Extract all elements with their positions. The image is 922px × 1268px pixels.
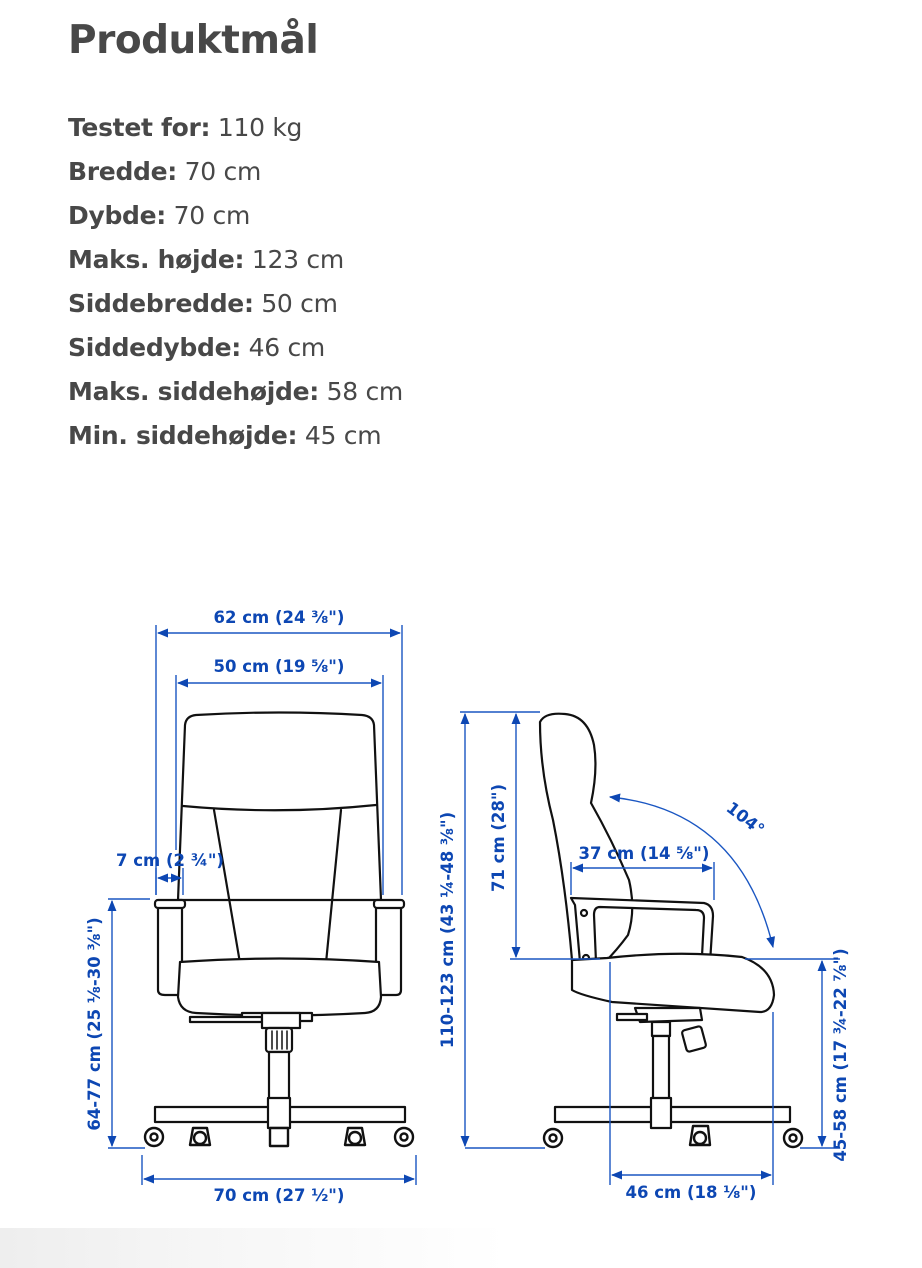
spec-item	[68, 284, 403, 328]
spec-item	[68, 240, 403, 284]
spec-item	[68, 152, 403, 196]
bottom-fade	[0, 1228, 922, 1268]
dim-seat-height: 45-58 cm (17 ¾-22 ⅞")	[831, 948, 850, 1162]
dim-armrest-width: 7 cm (2 ¾")	[116, 851, 224, 870]
dimension-diagram	[0, 580, 922, 1220]
dim-base-width: 70 cm (27 ½")	[213, 1186, 345, 1205]
dim-seat-depth: 46 cm (18 ⅛")	[625, 1183, 757, 1202]
spec-item	[68, 372, 403, 416]
spec-value: 45 cm	[304, 421, 382, 450]
spec-item	[68, 416, 403, 460]
spec-label: Siddebredde:	[68, 289, 254, 318]
dim-total-height: 110-123 cm (43 ¼-48 ⅜")	[438, 811, 457, 1049]
dim-armrest-outer-width: 62 cm (24 ⅜")	[213, 608, 345, 627]
spec-list	[68, 108, 403, 460]
dim-recline-angle: 104°	[722, 798, 769, 840]
spec-value: 70 cm	[173, 201, 251, 230]
spec-label: Testet for:	[68, 113, 211, 142]
dim-armrest-height: 64-77 cm (25 ⅛-30 ⅜")	[85, 917, 104, 1131]
spec-item	[68, 196, 403, 240]
spec-value: 50 cm	[261, 289, 338, 318]
spec-label: Dybde:	[68, 201, 166, 230]
spec-value: 46 cm	[248, 333, 325, 362]
spec-label: Maks. siddehøjde:	[68, 377, 319, 406]
chair-side-view-icon	[540, 714, 802, 1147]
dim-armrest-depth: 37 cm (14 ⅝")	[578, 844, 710, 863]
spec-item	[68, 108, 403, 152]
chair-front-view-icon	[145, 713, 413, 1147]
spec-value: 70 cm	[184, 157, 261, 186]
spec-label: Siddedybde:	[68, 333, 241, 362]
spec-label: Maks. højde:	[68, 245, 245, 274]
page-title: Produktmål	[68, 18, 319, 63]
spec-value: 110 kg	[217, 113, 303, 142]
spec-label: Bredde:	[68, 157, 177, 186]
spec-value: 58 cm	[326, 377, 403, 406]
spec-label: Min. siddehøjde:	[68, 421, 298, 450]
spec-item	[68, 328, 403, 372]
spec-value: 123 cm	[251, 245, 344, 274]
dim-seat-width: 50 cm (19 ⅝")	[213, 657, 345, 676]
dim-backrest-height: 71 cm (28")	[489, 783, 508, 893]
